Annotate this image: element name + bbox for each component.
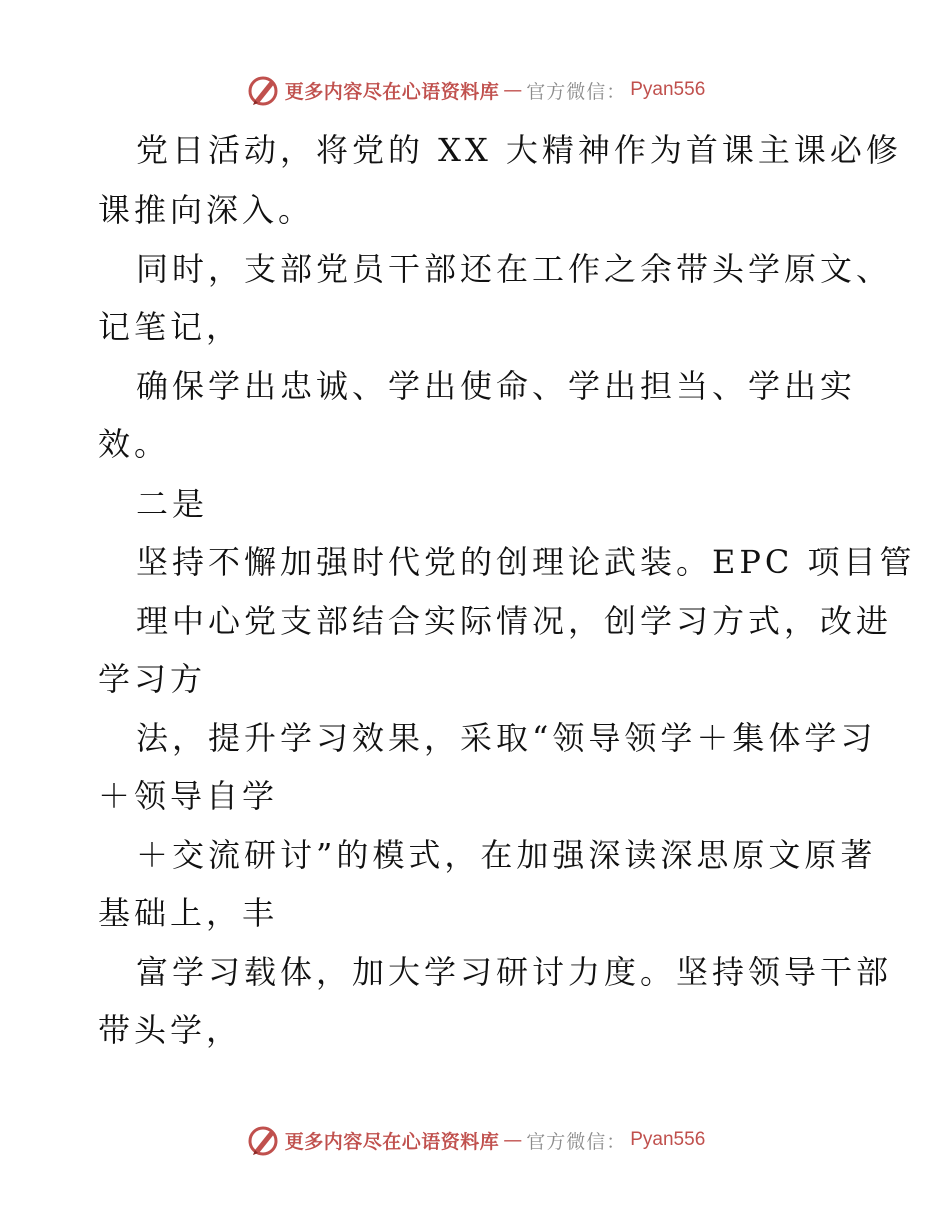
footer-watermark [0,1120,950,1160]
body-line: 理中心党支部结合实际情况，创学习方式，改进 [136,602,893,640]
body-line: ＋交流研讨”的模式，在加强深读深思原文原著 [136,836,877,874]
body-line: 确保学出忠诚、学出使命、学出担当、学出实 [136,367,857,405]
body-line: 效。 [98,425,171,463]
body-line: 坚持不懈加强时代党的创理论武装。EPC 项目管 [136,543,916,581]
watermark-id: Pyan556 [630,79,706,100]
body-line: 法，提升学习效果，采取“领导领学＋集体学习 [136,719,877,757]
body-line: 富学习载体，加大学习研讨力度。坚持领导干部 [136,953,893,991]
body-line: 党日活动，将党的 XX 大精神作为首课主课必修 [136,131,902,169]
header-watermark [0,70,950,110]
body-line: 学习方 [98,660,207,698]
body-line: 同时，支部党员干部还在工作之余带头学原文、 [136,250,893,288]
body-line: 记笔记， [98,308,243,346]
body-line: 带头学， [98,1011,243,1049]
watermark-label: 官方微信： [526,1130,627,1153]
body-line: 基础上，丰 [98,894,279,932]
watermark-dash: — [503,79,523,101]
pen-logo-icon [245,72,281,108]
pen-logo-icon [245,1122,281,1158]
watermark-title: 更多内容尽在心语资料库 [284,80,500,103]
watermark-dash: — [503,1129,523,1151]
body-line: 课推向深入。 [98,191,315,229]
watermark-id: Pyan556 [630,1129,706,1150]
body-line: ＋领导自学 [98,777,279,815]
body-line: 二是 [136,485,209,523]
watermark-label: 官方微信： [526,80,627,103]
watermark-title: 更多内容尽在心语资料库 [284,1130,500,1153]
